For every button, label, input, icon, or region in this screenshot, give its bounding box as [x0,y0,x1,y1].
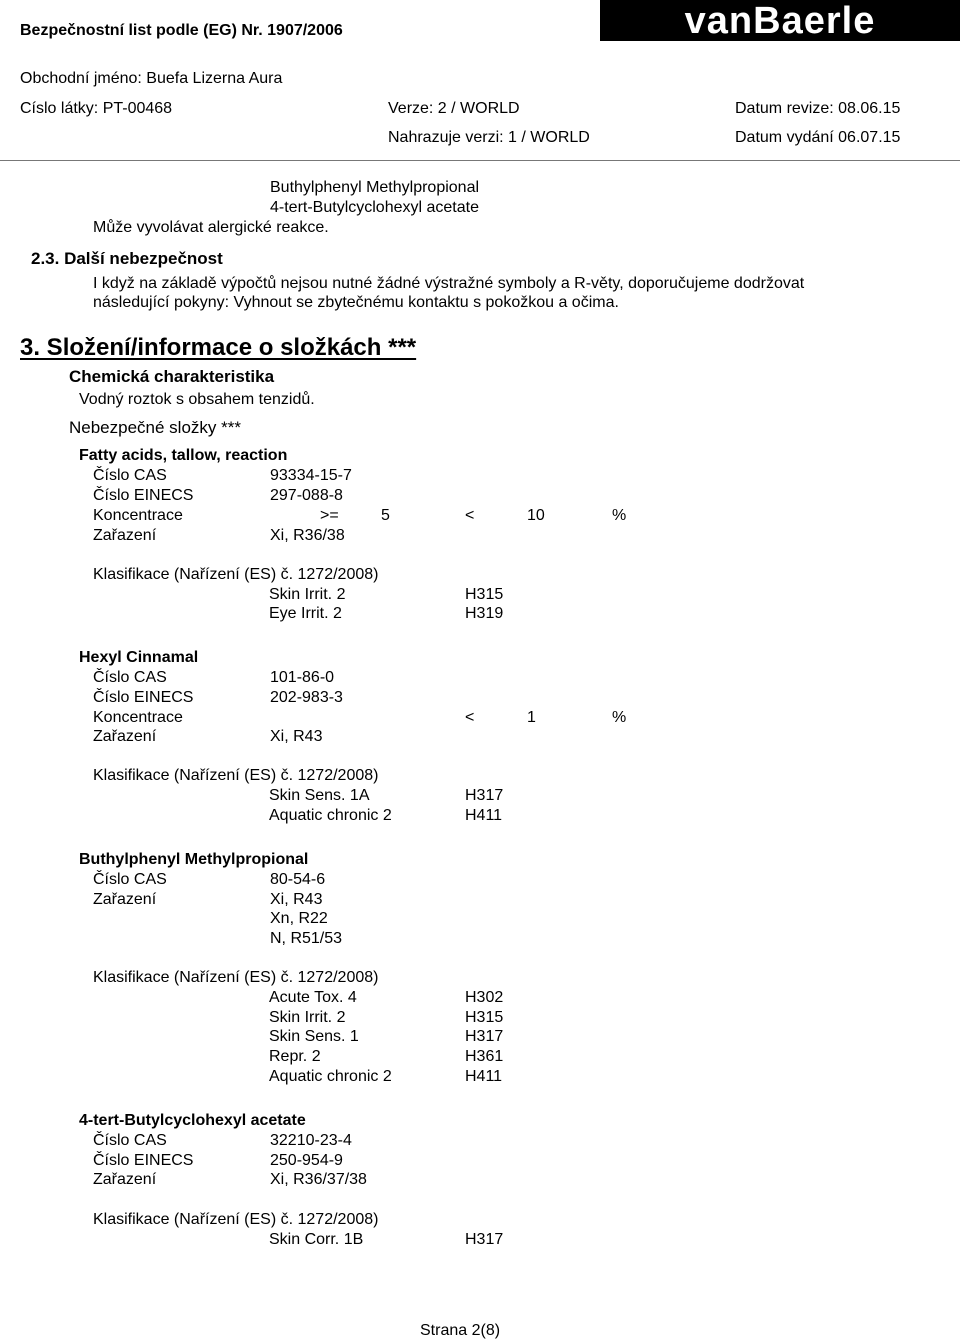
issue-date: Datum vydání 06.07.15 [735,129,901,146]
hazard-category: Aquatic chronic 2 [269,807,392,824]
concentration-operator: < [465,507,475,524]
brand-logo-text: vanBaerle [684,0,876,41]
classification-value: Xi, R43 [270,728,323,745]
hazard-code: H361 [465,1048,504,1065]
hazardous-components-heading: Nebezpečné složky *** [69,418,241,437]
classification-value: Xi, R36/37/38 [270,1171,367,1188]
replaces-version: Nahrazuje verzi: 1 / WORLD [388,129,590,146]
hazard-category: Aquatic chronic 2 [269,1068,392,1085]
einecs-value: 202-983-3 [270,689,343,706]
section-2-3-heading: 2.3. Další nebezpečnost [31,249,223,268]
hazard-code: H302 [465,989,504,1006]
component-name: Buthylphenyl Methylpropional [79,851,309,868]
version: Verze: 2 / WORLD [388,100,520,117]
clp-label: Klasifikace (Nařízení (ES) č. 1272/2008) [93,566,379,583]
einecs-label: Číslo EINECS [93,689,194,706]
concentration-operator: < [465,709,475,726]
vanbaerle-logo [600,0,960,41]
hazard-code: H315 [465,586,504,603]
concentration-operator: >= [320,507,339,524]
hazard-category: Repr. 2 [269,1048,321,1065]
hazard-code: H319 [465,605,504,622]
hazard-code: H317 [465,1028,504,1045]
component-name: 4-tert-Butylcyclohexyl acetate [79,1112,306,1129]
hazard-category: Acute Tox. 4 [269,989,357,1006]
concentration-label: Koncentrace [93,709,183,726]
cas-label: Číslo CAS [93,871,167,888]
classification-label: Zařazení [93,527,157,544]
hazard-code: H411 [465,807,503,824]
clp-label: Klasifikace (Nařízení (ES) č. 1272/2008) [93,1211,379,1228]
hazard-code: H317 [465,787,504,804]
component-name: Fatty acids, tallow, reaction [79,447,288,464]
clp-label: Klasifikace (Nařízení (ES) č. 1272/2008) [93,767,379,784]
chemical-characteristics-heading: Chemická charakteristika [69,367,275,386]
cas-value: 80-54-6 [270,871,326,888]
hazard-category: Eye Irrit. 2 [269,605,342,622]
classification-label: Zařazení [93,891,157,908]
cas-label: Číslo CAS [93,669,167,686]
page-number: Strana 2(8) [420,1322,501,1339]
classification-value: Xn, R22 [270,910,328,927]
continued-line: Buthylphenyl Methylpropional [270,179,480,196]
cas-value: 93334-15-7 [270,467,352,484]
header-divider [0,160,960,161]
concentration-unit: % [612,709,627,726]
einecs-label: Číslo EINECS [93,1152,194,1169]
section-2-3-text: následující pokyny: Vyhnout se zbytečnému kontaktu s pokožkou a očima. [93,294,619,311]
classification-value: N, R51/53 [270,930,343,947]
classification-value: Xi, R36/38 [270,527,345,544]
section-3-heading: 3. Složení/informace o složkách *** [20,334,417,361]
hazard-category: Skin Irrit. 2 [269,1009,346,1026]
revision-date: Datum revize: 08.06.15 [735,100,901,117]
cas-label: Číslo CAS [93,467,167,484]
einecs-value: 297-088-8 [270,487,343,504]
cas-value: 32210-23-4 [270,1132,352,1149]
classification-value: Xi, R43 [270,891,323,908]
continued-line: 4-tert-Butylcyclohexyl acetate [270,199,479,216]
concentration-high: 1 [527,709,536,726]
hazard-category: Skin Irrit. 2 [269,586,346,603]
cas-label: Číslo CAS [93,1132,167,1149]
concentration-label: Koncentrace [93,507,183,524]
trade-name: Obchodní jméno: Buefa Lizerna Aura [20,70,283,87]
hazard-category: Skin Corr. 1B [269,1231,364,1248]
hazard-category: Skin Sens. 1A [269,787,370,804]
classification-label: Zařazení [93,728,157,745]
classification-label: Zařazení [93,1171,157,1188]
hazard-code: H315 [465,1009,504,1026]
section-2-3-text: I když na základě výpočtů nejsou nutné žádné výstražné symboly a R-věty, doporučujeme dodržovat [93,275,805,292]
hazard-category: Skin Sens. 1 [269,1028,359,1045]
einecs-value: 250-954-9 [270,1152,343,1169]
einecs-label: Číslo EINECS [93,487,194,504]
hazard-code: H411 [465,1068,503,1085]
clp-label: Klasifikace (Nařízení (ES) č. 1272/2008) [93,969,379,986]
concentration-unit: % [612,507,627,524]
continued-line: Může vyvolávat alergické reakce. [93,219,329,236]
chemical-characteristics-text: Vodný roztok s obsahem tenzidů. [79,391,315,408]
concentration-high: 10 [527,507,545,524]
hazard-code: H317 [465,1231,504,1248]
cas-value: 101-86-0 [270,669,335,686]
substance-number: Císlo látky: PT-00468 [20,100,173,117]
document-title: Bezpečnostní list podle (EG) Nr. 1907/2006 [20,22,343,39]
concentration-low: 5 [381,507,390,524]
component-name: Hexyl Cinnamal [79,649,199,666]
